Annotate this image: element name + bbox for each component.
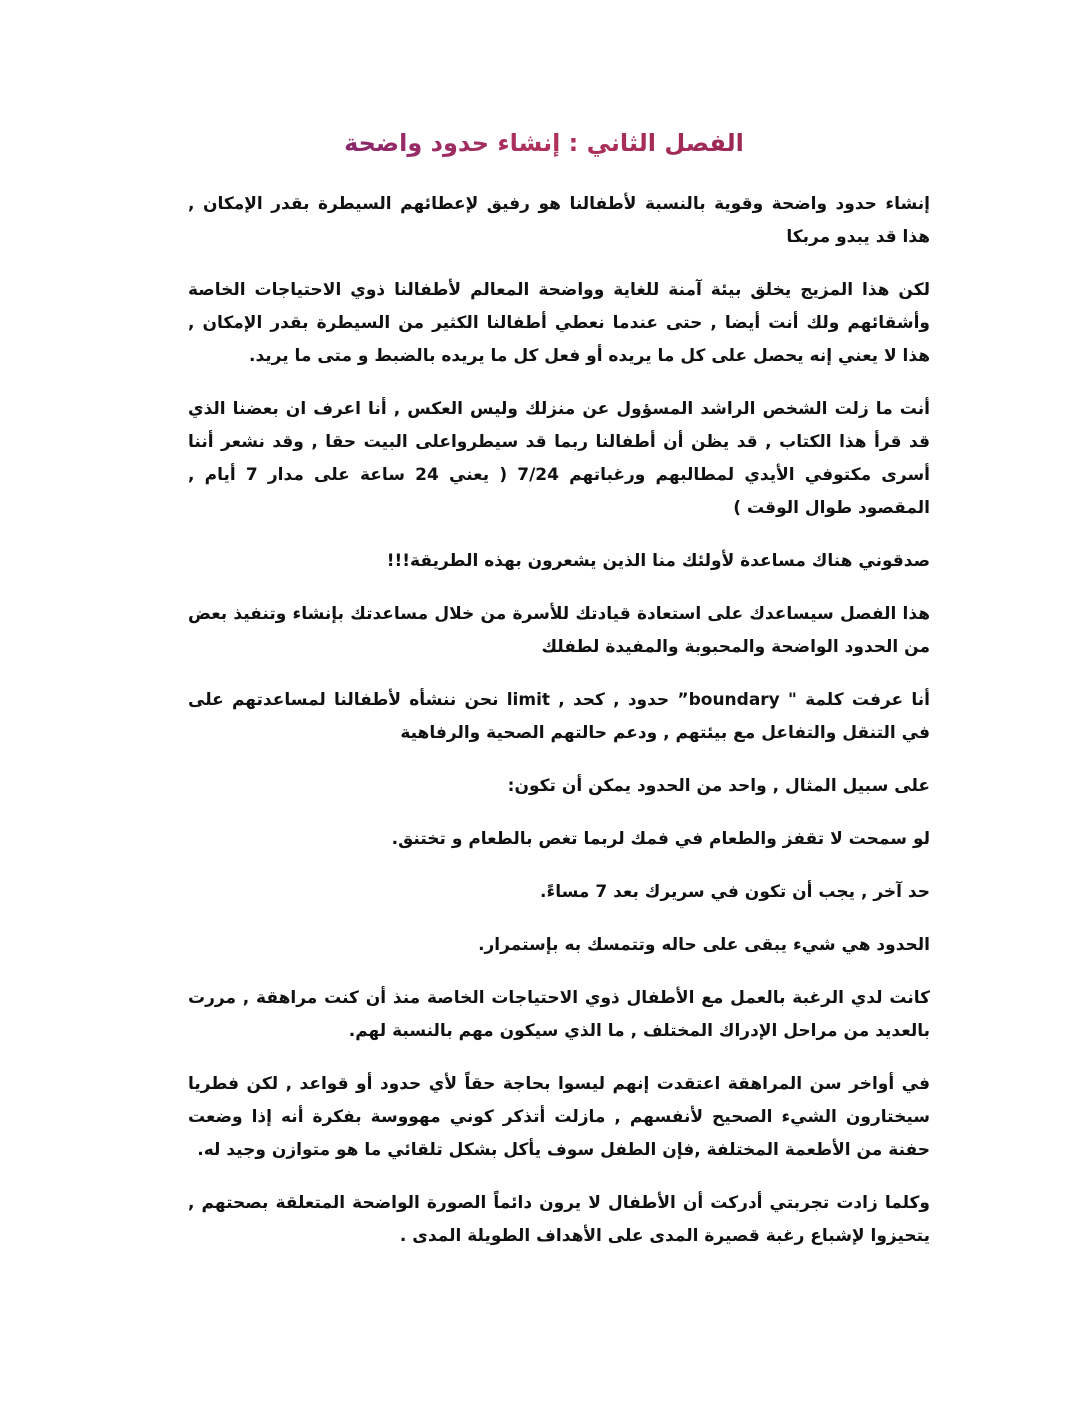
paragraph-1: إنشاء حدود واضحة وقوية بالنسبة لأطفالنا هو رفيق لإعطائهم السيطرة بقدر الإمكان , هذا قد يبدو مربكا <box>188 194 930 247</box>
paragraph-10: الحدود هي شيء يبقى على حاله وتتمسك به بإستمرار. <box>478 935 930 955</box>
paragraph-12: في أواخر سن المراهقة اعتقدت إنهم ليسوا بحاجة حقاً لأي حدود أو قواعد , لكن فطريا سيختارون الشيء الصحيح لأنفسهم , مازلت أتذكر كوني مهووسة بفكرة أنه إذا وضعت حفنة من الأطعمة المختلفة ,فإن الطفل سوف يأكل بشكل تلقائي ما هو متوازن وجيد له. <box>188 1074 930 1160</box>
paragraph-6: أنا عرفت كلمة " boundary” حدود , كحد , limit نحن ننشأه لأطفالنا لمساعدتهم على في التنقل والتفاعل مع بيئتهم , ودعم حالتهم الصحية والرفاهية <box>188 690 930 743</box>
paragraph-3: أنت ما زلت الشخص الراشد المسؤول عن منزلك وليس العكس , أنا اعرف ان بعضنا الذي قد قرأ هذا الكتاب , قد يظن أن أطفالنا ربما قد سيطرواعلى البيت حقا , وقد نشعر أننا أسرى مكتوفي الأيدي لمطالبهم ورغباتهم 7/24 ( يعني 24 ساعة على مدار 7 أيام , المقصود طوال الوقت ) <box>188 399 930 518</box>
paragraph-11: كانت لدي الرغبة بالعمل مع الأطفال ذوي الاحتياجات الخاصة منذ أن كنت مراهقة , مررت بالعديد من مراحل الإدراك المختلف , ما الذي سيكون مهم بالنسبة لهم. <box>188 988 930 1041</box>
paragraph-4: صدقوني هناك مساعدة لأولئك منا الذين يشعرون بهذه الطريقة!!! <box>386 551 930 571</box>
chapter-title: الفصل الثاني : إنشاء حدود واضحة <box>180 125 908 161</box>
document-body <box>188 188 930 1273</box>
paragraph-13: وكلما زادت تجربتي أدركت أن الأطفال لا يرون دائماً الصورة الواضحة المتعلقة بصحتهم , يتحيزوا لإشباع رغبة قصيرة المدى على الأهداف الطويلة المدى . <box>188 1193 930 1246</box>
paragraph-2: لكن هذا المزيج يخلق بيئة آمنة للغاية وواضحة المعالم لأطفالنا ذوي الاحتياجات الخاصة وأشقائهم ولك أنت أيضا , حتى عندما نعطي أطفالنا الكثير من السيطرة بقدر الإمكان , هذا لا يعني إنه يحصل على كل ما يريده أو فعل كل ما يريده بالضبط و متى ما يريد. <box>188 280 930 366</box>
paragraph-8: لو سمحت لا تقفز والطعام في فمك لربما تغص بالطعام و تختنق. <box>391 829 930 849</box>
paragraph-5: هذا الفصل سيساعدك على استعادة قيادتك للأسرة من خلال مساعدتك بإنشاء وتنفيذ بعض من الحدود الواضحة والمحبوبة والمفيدة لطفلك <box>188 604 930 657</box>
paragraph-9: حد آخر , يجب أن تكون في سريرك بعد 7 مساءً. <box>540 882 930 902</box>
paragraph-7: على سبيل المثال , واحد من الحدود يمكن أن تكون: <box>507 776 930 796</box>
